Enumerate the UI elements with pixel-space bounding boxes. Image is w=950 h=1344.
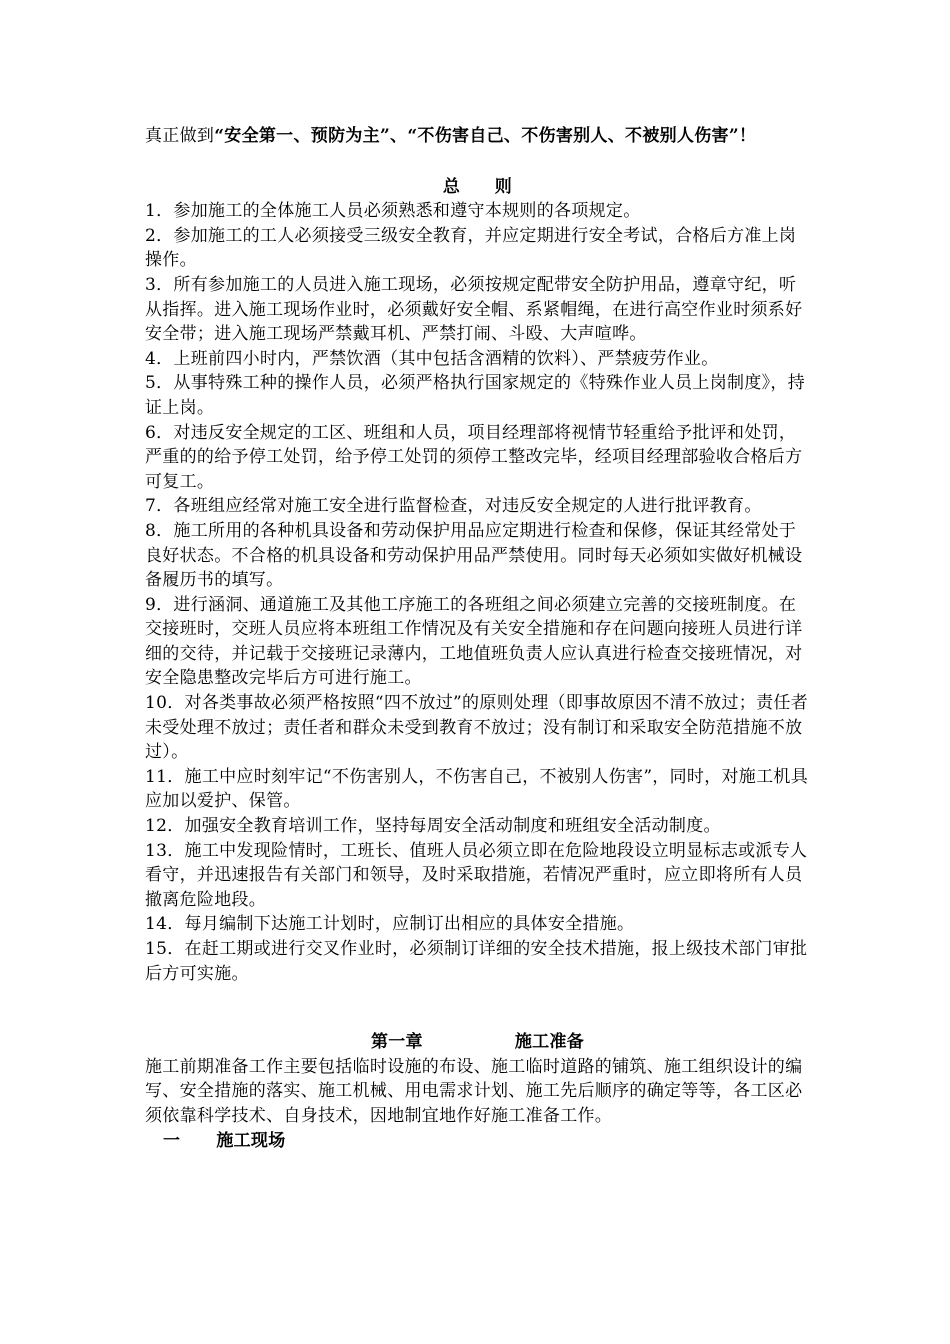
rule-item: 14．每月编制下达施工计划时，应制订出相应的具体安全措施。 [145, 914, 635, 935]
intro-emphasis: “安全第一、预防为主”、“不伤害自己、不伤害别人、不被别人伤害”！ [214, 126, 757, 146]
rule-item: 2．参加施工的工人必须接受三级安全教育，并应定期进行安全考试，合格后方准上岗操作。 [145, 225, 797, 271]
spacer [145, 149, 810, 175]
document-body [145, 124, 810, 1153]
rule-item: 12．加强安全教育培训工作，坚持每周安全活动制度和班组安全活动制度。 [145, 816, 721, 837]
rule-item: 7．各班组应经常对施工安全进行监督检查，对违反安全规定的人进行批评教育。 [145, 496, 762, 517]
chapter-heading [145, 1030, 810, 1055]
spacer [145, 986, 810, 1030]
section-title: 施工现场 [216, 1130, 286, 1151]
chapter-number: 第一章 [370, 1032, 423, 1053]
general-rules-heading: 总 则 [442, 176, 513, 197]
rule-item: 3．所有参加施工的人员进入施工现场，必须按规定配带安全防护用品，遵章守纪，听从指挥。进入施工现场作业时，必须戴好安全帽、系紧帽绳，在进行高空作业时须系好安全带；进入施工现场严禁戴耳机、严禁打闹、斗殴、大声喧哗。 [145, 274, 803, 345]
chapter-paragraph: 施工前期准备工作主要包括临时设施的布设、施工临时道路的铺筑、施工组织设计的编写、安全措施的落实、施工机械、用电需求计划、施工先后顺序的确定等等，各工区必须依靠科学技术、自身技术，因地制宜地作好施工准备工作。 [145, 1056, 803, 1126]
rules-list [145, 199, 810, 986]
rule-item: 10．对各类事故必须严格按照“四不放过”的原则处理（即事故原因不清不放过；责任者未受处理不放过；责任者和群众未受到教育不放过；没有制订和采取安全防范措施不放过）。 [145, 693, 809, 763]
rule-item: 9．进行涵洞、通道施工及其他工序施工的各班组之间必须建立完善的交接班制度。在交接班时，交班人员应将本班组工作情况及有关安全措施和存在问题向接班人员进行详细的交待，并记载于交接班记录薄内，工地值班负责人应认真进行检查交接班情况，对安全隐患整改完毕后方可进行施工。 [145, 594, 803, 689]
section-heading [145, 1129, 810, 1154]
chapter-title: 施工准备 [514, 1032, 585, 1053]
rule-item: 6．对违反安全规定的工区、班组和人员，项目经理部将视情节轻重给予批评和处罚，严重的的给予停工处罚，给予停工处罚的须停工整改完毕，经项目经理部验收合格后方可复工。 [145, 422, 803, 492]
section-number: 一 [163, 1130, 181, 1151]
intro-prefix: 真正做到 [145, 126, 215, 146]
rule-item: 11．施工中应时刻牢记“不伤害别人，不伤害自己，不被别人伤害”，同时，对施工机具应加以爱护、保管。 [145, 766, 809, 812]
rule-item: 4．上班前四小时内，严禁饮酒（其中包括含酒精的饮料）、严禁疲劳作业。 [145, 348, 719, 369]
rule-item: 15．在赶工期或进行交叉作业时，必须制订详细的安全技术措施，报上级技术部门审批后方可实施。 [145, 939, 808, 984]
rule-item: 1．参加施工的全体施工人员必须熟悉和遵守本规则的各项规定。 [145, 201, 641, 222]
rule-item: 5．从事特殊工种的操作人员，必须严格执行国家规定的《特殊作业人员上岗制度》，持证上岗。 [145, 373, 806, 418]
rule-item: 13．施工中发现险情时，工班长、值班人员必须立即在危险地段设立明显标志或派专人看守，并迅速报告有关部门和领导，及时采取措施，若情况严重时，应立即将所有人员撤离危险地段。 [145, 840, 808, 910]
rule-item: 8．施工所用的各种机具设备和劳动保护用品应定期进行检查和保修，保证其经常处于良好状态。不合格的机具设备和劳动保护用品严禁使用。同时每天必须如实做好机械设备履历书的填写。 [145, 520, 803, 591]
intro-paragraph [145, 124, 810, 149]
